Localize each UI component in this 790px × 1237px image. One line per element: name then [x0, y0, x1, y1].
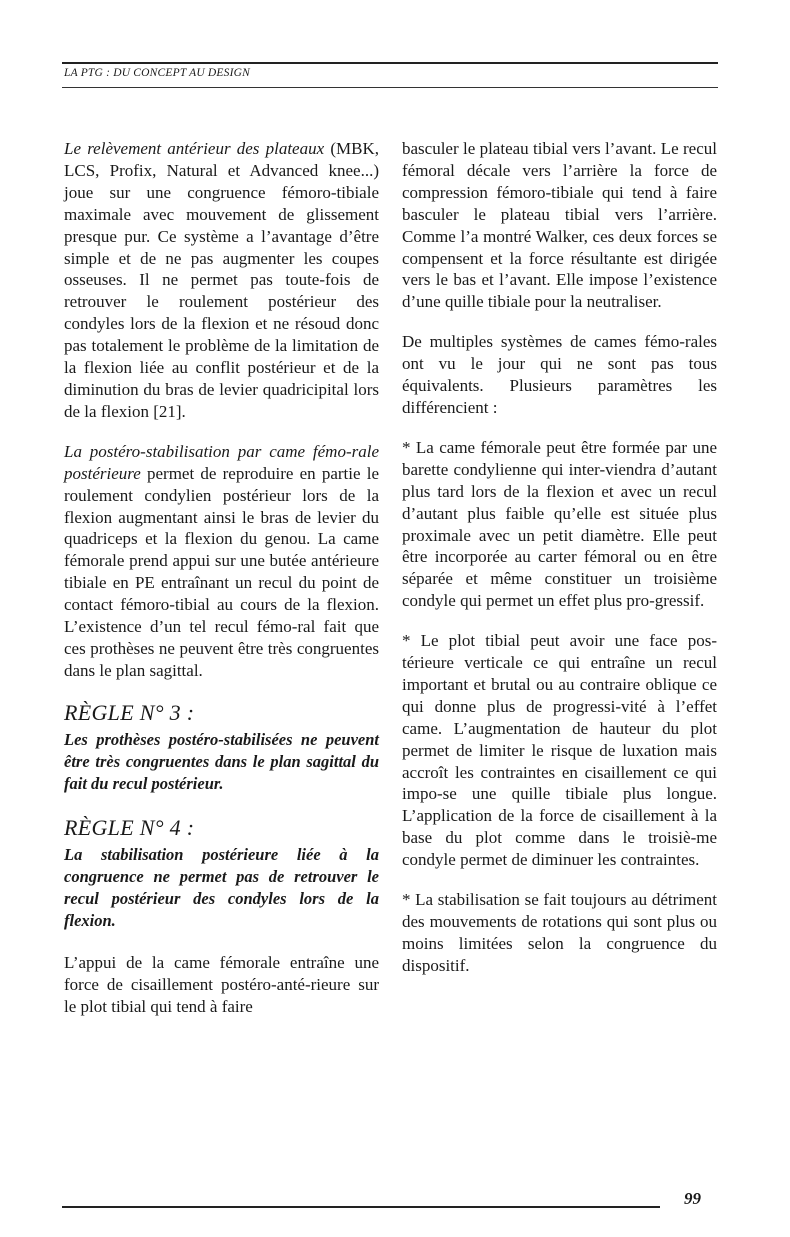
rule-4-text: La stabilisation postérieure liée à la congruence ne permet pas de retrouver le recul postérieur des condyles lors de la flexion.: [64, 844, 379, 930]
page-number: 99: [684, 1189, 701, 1208]
paragraph-cam-systems: De multiples systèmes de cames fémo-rales ont vu le jour qui ne sont pas tous équivalents. Plusieurs paramètres les différencient :: [402, 332, 717, 417]
paragraph-lead-italic: Le relèvement antérieur des plateaux: [64, 139, 325, 158]
paragraph-anterior-lift: [64, 138, 379, 423]
paragraph-body: (MBK, LCS, Profix, Natural et Advanced knee...) joue sur une congruence fémoro-tibiale maximale avec mouvement de glissement presque pur. Ce système a l’avantage d’être simple et de ne pas augmenter les coupes osseuses. Il ne permet pas toute-fois de retrouver le roulement postérieur des condyles lors de la flexion et ne résoud donc pas totalement le problème de la limitation de la flexion liée au conflit postérieur et de la diminution du bras de levier quadricipital lors de la flexion [21].: [64, 139, 379, 421]
left-column: [64, 138, 379, 1017]
footer-rule: [62, 1206, 660, 1208]
paragraph-femoral-cam: * La came fémorale peut être formée par une barette condylienne qui inter-viendra d’autant plus tard lors de la flexion et avec un recul d’autant plus faible qu’elle est située plus proximale avec un petit diamètre. Elle peut être incorporée au carter fémoral ou en être séparée et même constituer un troisième condyle qui permet un effet plus pro-gressif.: [402, 437, 717, 611]
paragraph-body: permet de reproduire en partie le roulement condylien postérieur lors de la flexion augmentant ainsi le bras de levier du quadriceps et la flexion du genou. La came fémorale prend appui sur une butée antérieure tibiale en PE entraînant un recul du point de contact fémoro-tibial au cours de la flexion. L’existence d’un tel recul fémo-ral fait que ces prothèses ne peuvent être très congruentes dans le plan sagittal.: [64, 463, 379, 680]
header-rule: [62, 87, 718, 88]
paragraph-rotation: * La stabilisation se fait toujours au détriment des mouvements de rotations qui sont plus ou moins limitées selon la congruence du dispositif.: [402, 890, 717, 975]
paragraph-shear-force: L’appui de la came fémorale entraîne une force de cisaillement postéro-anté-rieure sur le plot tibial qui tend à faire: [64, 952, 379, 1016]
paragraph-tibial-post: * Le plot tibial peut avoir une face pos-térieure verticale ce qui entraîne un recul important et brutal ou au contraire oblique ce qui donne plus de progressi-vité à l’effet came. L’augmentation de hauteur du plot permet de limiter le risque de luxation mais accroît les contraintes en cisaillement ce qui impo-se une quille tibiale plus longue. L’application de la force de cisaillement à la base du plot comme dans le troisiè-me condyle permet de diminuer les contraintes.: [402, 631, 717, 870]
paragraph-tibial-tilt: basculer le plateau tibial vers l’avant. Le recul fémoral décale vers l’arrière la force de compression fémoro-tibiale qui tend à faire basculer le plateau tibial vers l’arrière. Comme l’a montré Walker, ces deux forces se compensent et la force résultante est dirigée vers le bas et l’avant. Elle impose l’existence d’une quille tibiale pour la neutraliser.: [402, 139, 717, 312]
rule-3-title: RÈGLE N° 3 :: [64, 699, 195, 725]
paragraph-postero-stabilisation: [64, 441, 379, 682]
top-rule: [62, 62, 718, 64]
right-column: [402, 138, 717, 977]
paragraph-lead-italic: La postéro-stabilisation par came fémo-rale postérieure: [64, 441, 379, 483]
rule-4-title: RÈGLE N° 4 :: [64, 814, 195, 840]
rule-3-text: Les prothèses postéro-stabilisées ne peuvent être très congruentes dans le plan sagittal du fait du recul postérieur.: [64, 729, 379, 793]
running-header: LA PTG : DU CONCEPT AU DESIGN: [64, 67, 250, 79]
